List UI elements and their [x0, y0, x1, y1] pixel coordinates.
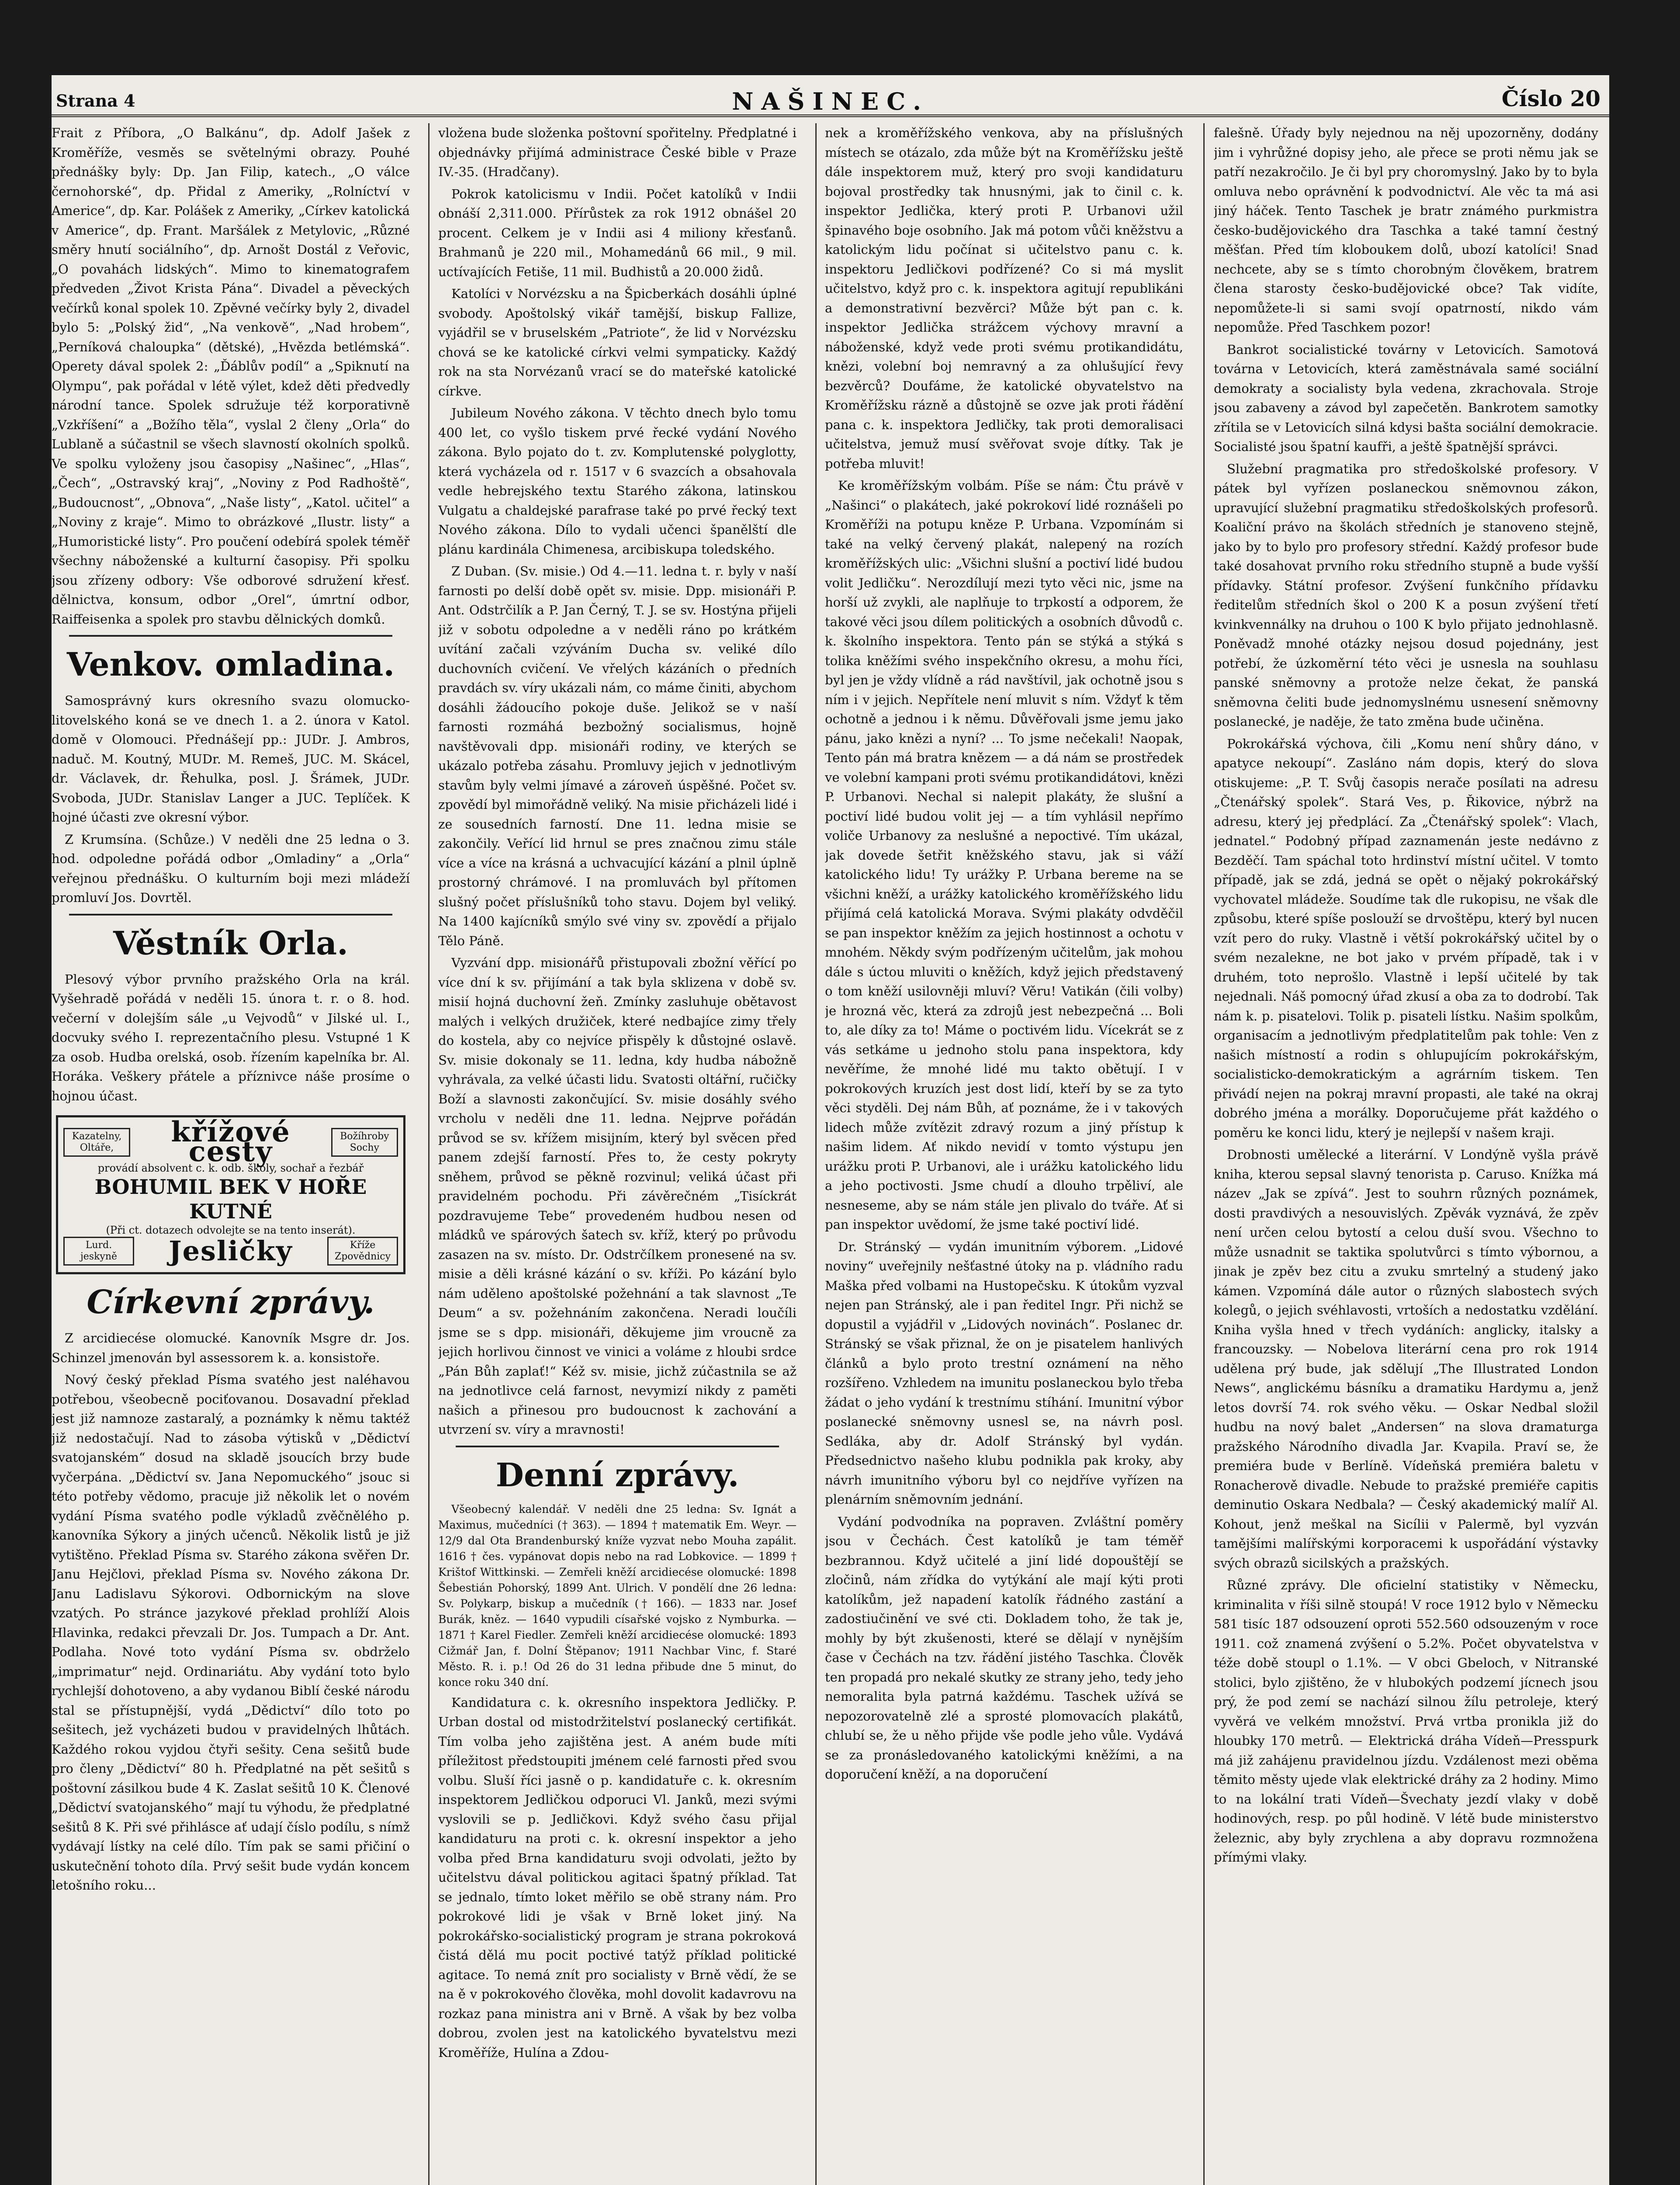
ad-company-name: BOHUMIL BEK V HOŘE KUTNÉ	[94, 1175, 367, 1223]
ad-box: Lurd. jeskyně	[63, 1237, 134, 1266]
article-text: Pokrokářská výchova, čili „Komu není shůry dáno, v apatyce nekoupí“. Zasláno nám dopis, který do slova otiskujeme: „P. T. Svůj časopis nerače posílati na adresu „Čtenářský spolek“. Stará Ves, p. Řikovice, nýbrž na adresu, který jej předplácí. Za „Čtenářský spolek“: Vlach, jednatel.“ Podobný případ zaznamenán jeste nedávno z Bezděčí. Tam spáchal toto hrdinství místní učitel. V tomto případě, jak se zdá, jedná se opět o nějaký pokrokářský vychovatel mládeže. Soudíme tak dle rukopisu, ne však dle způsobu, které spíše poslouží se drvoštěpu, který byl nucen vzít pero do ruky. Vlastně i větší pokrokářský učitel by o svém nezalekne, ne bot jako v prvém případě, tak i v druhém, toto neprošlo. Vlastně i lepší učitelé by tak nejednali. Náš pomocný úřad zkusí a oba za to dodrobí. Tak nám k. p. pisatelovi. Tolik p. pisateli lístku. Našim spolkům, organisacím a jednotlivým předplatitelům pak tohle: Ven z našich místností a rodin s ohlupujícím pokrokářským, socialisticko-demokratickým a agrárním tiskem. Ten přivádí nejen na pokraj mravní propasti, ale také na okraj dobrého jména a morálky. Doporučujeme přát každého o poměru ke konci lidu, který je nejlepší v našem kraji.	[1214, 736, 1598, 1140]
column-3	[825, 123, 1183, 2185]
article-text: Plesový výbor prvního pražského Orla na král. Vyšehradě pořádá v neděli 15. února t. r. o 8. hod. večerní v dolejším sále „u Vejvodů“ v Jilské ul. I., docvuky svého I. reprezentačního plesu. Vstupné 1 K za osob. Hudba orelská, osob. řízením kapelníka br. Al. Horáka. Veškery přátele a příznivce náše prosíme o hojnou účast.	[52, 971, 410, 1103]
article-text: Kandidatura c. k. okresního inspektora Jedličky. P. Urban dostal od mistodržitelství poslanecký certifikát. Tím volba jeho zajištěna jest. A aném bude míti příležitost předstoupiti jménem celé farnosti před svou volbu. Sluší říci jasně o p. kandidatuře c. k. okresním inspektorem Jedličkou odporuci Vl. Janků, mezi svými vyslovili se p. Jedličkovi. Když svého času přijal kandidaturu na proti c. k. okresní inspektor a jeho volba před Brna kandidaturu svoji odvolati, ježto by učitelstvu dával politickou agitaci špatný příklad. Tat se jednalo, tímto loket měřilo se obě strany nám. Pro pokrokové lidi je však v Brně loket jiný. Na pokrokářsko-socialistický program je strana pokroková čistá dělá mu pocit poctivé tatýž příklad politické agitace. To nemá znít pro socialisty v Brně vědí, že se na ě v pokrokového člověka, mohl dovolit kadavrovu na rozkaz pana ministra ani v Brně. A však by bez volba dobrou, zvolen jest na katolického byvatelstvu mezi Kroměříže, Hulína a Zdou-	[438, 1695, 797, 2060]
column-4	[1214, 123, 1598, 2185]
article-text: Nový český překlad Písma svatého jest naléhavou potřebou, všeobecně pociťovanou. Dosavadní překlad jest již namnoze zastaralý, a poznámky k němu taktéž již nedostačují. Nad to zásoba výtisků v „Dědictví svatojanském“ dosud na skladě jsoucích brzy bude vyčerpána. „Dědictví sv. Jana Nepomuckého“ jsouc si této potřeby vědomo, pracuje již několik let o novém vydání Písma svatého podle výkladů zvěčnělého p. kanovníka Sýkory a jiných učenců. Několik listů je již vytištěno. Překlad Písma sv. Starého zákona svěřen Dr. Janu Hejčlovi, překlad Písma sv. Nového zákona Dr. Janu Ladislavu Sýkorovi. Odbornickým na slove vzatých. Po stránce jazykové překlad prohlíží Alois Hlavinka, redakci převzali Dr. Jos. Tumpach a Dr. Ant. Podlaha. Nové toto vydání Písma sv. obdrželo „imprimatur“ nejd. Ordinariátu. Aby vydání toto bylo rychlejší dohotoveno, a aby vydanou Biblí české národu stal se přístupnější, vydá „Dědictví“ dílo toto po sešitech, jež vycházeti budou v pravidelných lhůtách. Každého rokou vyjdou čtyři sešity. Cena sešitů bude pro členy „Dědictví“ 80 h. Předplatné na pět sešitů s poštovní zásilkou bude 4 K. Zaslat sešitů 10 K. Členové „Dědictví svatojanského“ mají tu výhodu, že předplatné sešitů 8 K. Při své přihlásce ať udají číslo podílu, s nímž vydávají lístky na celé dílo. Tím pak se sami přičiní o uskutečnění tohoto díla. Prvý sešit bude vydán koncem letošního roku...	[52, 1372, 410, 1893]
article-text: Bankrot socialistické továrny v Letovicích. Samotová továrna v Letovicích, která zaměstnávala samé sociální demokraty a socialisty byla vedena, zkrachovala. Stroje jsou zabaveny a závod byl zapečetěn. Bankrotem samotky zřítila se v Letovicích silná kdysi bašta sociální demokracie. Socialisté jsou špatní kaufři, a ještě špatnější správci.	[1214, 342, 1598, 454]
section-title-vestnik-orla: Věstník Orla.	[113, 924, 348, 962]
article-text: nek a kroměřížského venkova, aby na příslušných místech se otázalo, zda může být na Kroměřížsku ještě dále inspektorem muž, který pro svoji kandidaturu bojoval prostředky tak hnusnými, jak to činil c. k. inspektor Jedlička, který proti P. Urbanovi užil špinavého boje osobního. Jak má potom vůči kněžstvu a katolickým lidu počínat si učitelstvo panu c. k. inspektoru Jedličkovi podřízené? Co si má myslit učitelstvo, když pro c. k. inspektora agitují republikáni a demonstrativní bezvěrci? Může být pan c. k. inspektor Jedlička strážcem výchovy mravní a náboženské, když vede proti svému protikandidátu, knězi, volební boj nemravný a za ohlušující řevy bezvěrců? Doufáme, že katolické obyvatelstvo na Kroměřížsku rázně a důstojně se ozve jak proti řádění pana c. k. inspektora Jedličky, tak proti demoralisaci učitelstva, jemuž musí svěřovat svoje dítky. Tak je potřeba mluvit!	[825, 125, 1183, 471]
article-text: Vyzvání dpp. misionářů přistupovali zbožní věřící po více dní k sv. přijímání a tak byla sklizena v době sv. misií hojná duchovní žeň. Zmínky zasluhuje obětavost malých i velkých družiček, které nedbajíce zimy třely do kostela, aby co nejvíce přispěly k důstojné oslavě. Sv. misie dokonaly se 11. ledna, kdy hudba nábožně vyhrávala, za velké účasti lidu. Svatosti oltářní, ručičky Boží a slavnosti zakončující. Sv. misie dosáhly svého vrcholu v neděli dne 11. ledna. Nejprve pořádán průvod se sv. křížem misijním, který byl svěcen před panem zdejší farností. Přes to, že cesty pokryty sněhem, průvod se pěkně rozvinul; veliká účast při pravidelném pochodu. Při závěrečném „Tisíckrát pozdravujeme Tebe“ provedeném hudbou nesen od mládků ve spárových šatech sv. kříž, který po průvodu zasazen na sv. místo. Dr. Odstrčílkem pronesené na sv. misie a děli krásné kázání o sv. kříži. Po kázání bylo nám uděleno apoštolské požehnání a tak slavnost „Te Deum“ a sv. požehnáním zakončena. Neradi loučíli jsme se s dpp. misionáři, děkujeme jim vroucně za jejich horlivou činnost ve vinici a voláme z hloubi srdce „Pán Bůh zaplať!“ Kéž sv. misie, jichž zúčastnila se až na jednotlivce celá farnost, nevymizí nikdy z paměti našich a přinesou pro budoucnost k zachování a utvrzení sv. víry a mravnosti!	[438, 955, 797, 1437]
section-rule	[69, 914, 392, 916]
column-2	[438, 123, 797, 2185]
advertisement	[56, 1115, 405, 1274]
issue-number: Číslo 20	[1501, 86, 1600, 111]
ad-box: Božíhroby Sochy	[331, 1128, 398, 1157]
ad-line: provádí absolvent c. k. odb. školy, sochař a řezbář	[97, 1162, 364, 1174]
section-title-denni-zpravy: Denní zprávy.	[495, 1456, 739, 1494]
article-text: Z Duban. (Sv. misie.) Od 4.—11. ledna t. r. byly v naší farnosti po delší době opět sv. misie. Dpp. misionáři P. Ant. Odstrčilík a P. Jan Černý, T. J. se sv. Hostýna přijeli již v sobotu odpoledne a v neděli ráno po krátkém uvítání začali vzýváním Ducha sv. veliké dílo duchovních cvičení. Ve vřelých kázáních o předních pravdách sv. víry ukázali nám, co máme činiti, abychom dosáhli žádoucího pokoje duše. Jelikož se v naší farnosti rozmáhá bezbožný socialismus, hojně navštěvovali dpp. misionáři rodiny, ve kterých se ukázalo potřeba zásahu. Promluvy jejich v jednotlivým stavům byly velmi jímavé a zároveň úspěšné. Počet sv. zpovědí byl mimořádně veliký. Na misie přicházeli lidé i ze sousedních farností. Dne 11. ledna misie se zakončily. Veřící lid hrnul se pres značnou zimu stále více a více na krásná a uchvacující kázání a plnil úplně prostorný chrámové. I na promluvách byl přítomen slušný počet příslušníků toho stavu. Dojem byl veliký. Na 1400 kajícníků smýlo své viny sv. zpovědí a přijalo Tělo Páně.	[438, 564, 797, 948]
article-text: Z Krumsína. (Schůze.) V neděli dne 25 ledna o 3. hod. odpoledne pořádá odbor „Omladiny“ a „Orla“ veřejnou přednášku. O kulturním boji mezi mládeží promluví Jos. Dovrtěl.	[52, 832, 410, 905]
column-divider	[1203, 123, 1205, 2185]
column-divider	[815, 123, 817, 2185]
article-text: Ke kroměřížským volbám. Píše se nám: Čtu právě v „Našinci“ o plakátech, jaké pokrokoví lidé roznášeli po Kroměříži na potupu kněze P. Urbana. Vzpomínám si také na velký červený plakát, nalepený na rozích kroměřížských ulic: „Všichni slušní a poctiví lidé budou volit Jedličku“. Nerozdílují mezi tyto věci nic, jsme na horší už zvykli, ale naplňuje to trpkostí a odporem, že takové věci jsou dílem politických a osobních důvodů c. k. školního inspektora. Tento pán se stýká a stýká s tolika kněžími svého inspekčního okresu, a mohu říci, byl jen je vždy vlídně a rád navštívil, jak ochotně jsou s ním i v jejich. Nepřítele není mluvit s ním. Vždyť k těm ochotně a jednou i k němu. Důvěřovali jsme jemu jako pánu, jako knězi a nyní? ... To jsme nečekali! Naopak, Tento pán má bratra knězem — a dá nám se prostředek ve volební kampani proti svému protikandidátovi, knězi P. Urbanovi. Nechal si nalepit plakáty, že slušní a poctiví lidé budou volit jej — a tím vyhlásil nepřímo voliče Urbanovy za neslušné a nepoctivé. Tím ukázal, jak dovede šetřit kněžského stavu, jak si váží katolického lidu! Ty urážky P. Urbana bereme na se všichni kněží, a urážky katolického kroměřížského lidu přijímá celá katolická Morava. Svými plakáty odvděčil se pan inspektor kněžím za jejich hostinnost a ochotu v mnohém. Někdy svým podřízeným učitelům, jak mohou dále s úctou mluviti o kněžích, když jejich představený o tom kněží usilovněji mluví? Věru! Vatikán (čili volby) je hrozná věc, která za zdrojů jest nebezpečná ... Boli to, ale díky za to! Máme o poctivém lidu. Vícekrát se z vás setkáme u jednoho stolu pana inspektora, kdy nevěříme, že mnohé lidé mu takto obětují. I v pokrokových kruzích jest dost lidí, kteří by se za tyto věci styděli. Dej nám Bůh, ať poznáme, že i v takových lidech může zvítězit zdravý rozum a jiný přístup k našim lidem. Ať nikdo nevidí v tomto výstupu jen urážku proti P. Urbanovi, ale i urážku katolického lidu a jeho poctivosti. Jsme chudí a dlouho trpěliví, ale nesneseme, aby se nám stále jen plivalo do tváře. Ať si pan inspektor uvědomí, že jsme také poctiví lidé.	[825, 478, 1183, 1232]
section-title-venkov: Venkov. omladina.	[66, 646, 395, 683]
article-text: vložena bude složenka poštovní spořitelny. Předplatné i objednávky přijímá administrace České bible v Praze IV.-35. (Hradčany).	[438, 125, 797, 179]
ad-headline: křížové cesty	[171, 1116, 291, 1168]
article-text: Služební pragmatika pro středoškolské profesory. V pátek byl vyřízen poslaneckou sněmovnou zákon, upravující služební pragmatiku středoškolských profesorů. Koaliční právo na školách středních je stanoveno stejně, jako by to bylo pro profesory střední. Každý profesor bude také dosahovat prvního roku středního stupně a bude vyšší přídavky. Státní profesor. Zvýšení funkčního přídavku ředitelům středních škol o 200 K a posun zvýšení třetí kvinkvennálky na druhou o 100 K bylo přijato jednohlasně. Poněvadž mnohé otázky nejsou dosud pojednány, jest potřebí, že úzkoměrní této věci je usnesla na souhlasu panské sněmovny a protože nelze čekat, že panská sněmovna čeliti bude jednomyslnému usnesení sněmovny poslanecké, je naděje, že tato změna bude učiněna.	[1214, 461, 1598, 729]
column-divider	[428, 123, 430, 2185]
newspaper-page	[52, 75, 1609, 2185]
article-text: Pokrok katolicismu v Indii. Počet katolíků v Indii obnáší 2,311.000. Přírůstek za rok 1912 obnášel 20 procent. Celkem je v Indii asi 4 miliony křesťanů. Brahmanů je 220 mil., Mohamedánů 66 mil., 9 mil. uctívajících Fetiše, 11 mil. Budhistů a 20.000 židů.	[438, 186, 797, 279]
ad-box: Kazatelny, Oltáře,	[63, 1128, 130, 1157]
article-text: Drobnosti umělecké a literární. V Londýně vyšla právě kniha, kterou sepsal slavný tenorista p. Caruso. Knížka má název „Jak se zpívá“. Jest to souhrn různých poznámek, dosti pravdivých a nesouvislých. Zpěvák vyznává, že zpěv není určen celou bytostí a celou duší svou. Všechno to může usnadnit se taktika spolutvůrci s tímto výbornou, a jinak je zpěv bez citu a zvuku smrtelný a studený jako kámen. Vzpomíná dále autor o různých slabostech svých kolegů, o jejich svéhlavosti, vrtoších a nedostatku vzdělání. Kniha vyšla hned v třech vydáních: anglicky, italsky a francouzsky. — Nobelova literární cena pro rok 1914 udělena prý bude, jak sdělují „The Illustrated London News“, anglickému básníku a dramatiku Hardymu a, jenž letos dovrší 74. rok svého věku. — Oskar Nedbal složil hudbu na nový balet „Andersen“ na slova dramaturga pražského Národního divadla Jar. Kvapila. Praví se, že premiéra bude v Berlíně. Vídeňská premiéra baletu v Ronacherově divadle. Nebude to pražské premiéře capitis deminutio Oskara Nedbala? — Český akademický malíř Al. Kohout, jenž meškal na Sicílii v Palermě, byl vyzván tamějšími malířskými korporacemi k uspořádání výstavky svých obrazů sicilských a pražských.	[1214, 1147, 1598, 1571]
ad-box: Kříže Zpovědnicy	[327, 1237, 398, 1266]
section-rule	[69, 635, 392, 637]
article-text: Frait z Příbora, „O Balkánu“, dp. Adolf Jašek z Kroměříže, vesměs se světelnými obrazy. Pouhé přednášky byly: Dp. Jan Filip, katech., „O válce černohorské“, dp. Přidal z Ameriky, „Rolníctví v Americe“, dp. Kar. Polášek z Ameriky, „Církev katolická v Americe“, dp. Frant. Maršálek z Metylovic, „Různé směry hnutí sociálního“, dp. Arnošt Dostál z Veřovic, „O povahách lidských“. Mimo to kinematografem předveden „Život Krista Pána“. Divadel a pěveckých večírků konal spolek 10. Zpěvné večírky byly 2, divadel bylo 5: „Polský žid“, „Na venkově“, „Nad hrobem“, „Perníková chaloupka“ (dětské), „Hvězda betlémská“. Operety dával spolek 2: „Ďáblův podíl“ a „Spiknutí na Olympu“, pak pořádal v létě výlet, kdež děti předvedly národní tance. Spolek sdružuje též korporativně „Vzkříšení“ a „Božího těla“, vyslal 2 členy „Orla“ do Lublaně a súčastnil se všech slavností okolních spolků. Ve spolku vyloženy jsou časopisy „Našinec“, „Hlas“, „Čech“, „Ostravský kraj“, „Noviny z Pod Radhoště“, „Budoucnost“, „Obnova“, „Naše listy“, „Katol. učitel“ a „Noviny z kraje“. Mimo to obrázkové „Ilustr. listy“ a „Humoristické listy“. Pro poučení odebírá spolek téměř všechny náboženské a kulturní časopisy. Při spolku jsou zřízeny odbory: Vše odborové sdružení křesť. dělnictva, konsum, odbor „Orel“, úmrtní odbor, Raiffeisenka a spolek pro stavbu dělnických domků.	[52, 125, 410, 627]
column-1	[52, 123, 410, 2185]
section-rule	[456, 1446, 779, 1447]
section-title-cirkevni-zpravy: Církevní zprávy.	[87, 1283, 375, 1321]
calendar-text: Všeobecný kalendář. V neděli dne 25 ledna: Sv. Ignát a Maximus, mučedníci († 363). — 1894 † matematik Em. Weyr. — 12/9 dal Ota Brandenburský kníže vyzvat nebo Mouha zapálit. 1616 † čes. vypánovat dopis nebo na rad Lobkovice. — 1899 † Krištof Wittkinski. — Zemřeli kněží arcidiecése olomucké: 1898 Šebestián Pohorský, 1899 Ant. Ulrich. V pondělí dne 26 ledna: Sv. Polykarp, biskup a mučedník († 166). — 1833 nar. Josef Burák, kněz. — 1640 vypudili císařské vojsko z Nymburka. — 1871 † Karel Fiedler. Zemřeli kněží arcidiecése olomucké: 1893 Cižmář Jan, f. Dolní Štěpanov; 1911 Nachbar Vinc, f. Staré Město. R. i. p.! Od 26 do 31 ledna přibude dne 5 minut, do konce roku 340 dní.	[438, 1502, 797, 1689]
ad-line: (Při ct. dotazech odvolejte se na tento inserát).	[106, 1224, 356, 1236]
article-text: Vydání podvodníka na popraven. Zvláštní poměry jsou v Čechách. Čest katolíků je tam téměř bezbrannou. Když učitelé a jiní lidé dopouštějí se zločinů, nám zřídka do vytýkání ale mají kýti proti katolíkům, jež napadení katolík řádného zastání a zadostiučinění ve své cti. Dokladem toho, že tak je, mohly by být zkušenosti, které se dělají v nynějším čase v Čechách na tzv. řádění jistého Taschka. Člověk ten propadá pro nekalé skutky ze strany jeho, tedy jeho nemoralita byla patrná každému. Taschek užívá se nepozorovatelně zlé a sprosté plomovacích plakátů, chlubí se, že u něho přijde vše podle jeho vůle. Vydává se za pronásledovaného katolickými kněžími, a na doporučení kněží, a na doporučení	[825, 1514, 1183, 1782]
article-text: Samosprávný kurs okresního svazu olomucko-litovelského koná se ve dnech 1. a 2. února v Katol. domě v Olomouci. Přednášejí pp.: JUDr. J. Ambros, naduč. M. Koutný, MUDr. M. Remeš, JUC. M. Skácel, dr. Václavek, dr. Řehulka, posl. J. Šrámek, JUDr. Svoboda, JUDr. Stanislav Langer a JUC. Teplíček. K hojné účasti zve okresní výbor.	[52, 693, 410, 825]
masthead-title: NAŠINEC.	[732, 87, 929, 115]
article-text: Katolíci v Norvézsku a na Špicberkách dosáhli úplné svobody. Apoštolský vikář tamější, biskup Fallize, vyjádřil se v bruselském „Patriote“, že lid v Norvézsku chová se ke katolické církvi velmi sympaticky. Každý rok na sta Norvézanů vrací se do mateřské katolické církve.	[438, 286, 797, 399]
article-text: Dr. Stránský — vydán imunitním výborem. „Lidové noviny“ uveřejnily nešťastné útoky na p. vládního radu Maška před volbami na Hustopečsku. K útokům vyzval nejen pan Stránský, ale i pan ředitel Ingr. Při nichž se dopustil a vyjádřil v „Lidových novinách“. Poslanec dr. Stránský se však přiznal, že on je pisatelem hanlivých článků a bylo proto trestní oznámení na něho rozšířeno. Vzhledem na imunitu poslaneckou bylo třeba žádat o jeho vydání k trestnímu stíhání. Imunitní výbor poslanecké sněmovny usnesl se, na návrh posl. Sedláka, aby dr. Adolf Stránský byl vydán. Předsednictvo našeho klubu podnikla pak kroky, aby návrh imunitního výboru byl co nejdříve vyřízen na plenárním sněmovním jednání.	[825, 1239, 1183, 1507]
ad-headline: Jesličky	[169, 1235, 293, 1267]
page-header	[52, 75, 1609, 117]
article-text: Různé zprávy. Dle oficielní statistiky v Německu, kriminalita v říši silně stoupá! V roce 1912 bylo v Německu 581 tisíc 187 odsouzení oproti 552.560 odsouzeným v roce 1911. což znamená zvýšení o 5.2%. Počet obyvatelstva v téže době stoupl o 1.1%. — V obci Gbeloch, v Nitranské stolici, bylo zjištěno, že v hlubokých podzemí jícnech jsou prý, že pod zemí se nachází silnou žílu petroleje, který vyvěrá ve velkém množství. Prvá vrtba pronikla již do hloubky 170 metrů. — Elektrická dráha Vídeň—Presspurk má již zahájenu pravidelnou jízdu. Vzdálenost mezi oběma těmito městy ujede vlak elektrické dráhy za 2 hodiny. Mimo to na lokální trati Vídeň—Švechaty jezdí vlaky v době hodinových, resp. po půl hodině. V létě bude ministerstvo železnic, aby byly zrychlena a aby dopravu rozmnožena přímými vlaky.	[1214, 1578, 1598, 1865]
article-text: Jubileum Nového zákona. V těchto dnech bylo tomu 400 let, co vyšlo tiskem prvé řecké vydání Nového zákona. Bylo pojato do t. zv. Komplutenské polyglotty, která vycházela od r. 1517 v 6 svazcích a obsahovala vedle hebrejského textu Starého zákona, latinskou Vulgatu a chaldejské parafrase také po prvé řecký text Nového zákona. Dílo to vydali učenci španělští dle plánu kardinála Chimenesa, arcibiskupa toledského.	[438, 406, 797, 557]
article-text: Z arcidiecése olomucké. Kanovník Msgre dr. Jos. Schinzel jmenován byl assessorem k. a. konsistoře.	[52, 1331, 410, 1365]
page-label: Strana 4	[56, 91, 135, 111]
article-text: falešně. Úřady byly nejednou na něj upozorněny, dodány jim i vyhrůžné dopisy jeho, ale přece se proti němu jak se patří nezakročilo. Je či byl pry choromyslný. Jako by to byla omluva nebo oprávnění k podvodnictví. Ale věc ta má asi jiný háček. Tento Taschek je bratr známého purkmistra česko-budějovického dra Taschka a také tamní čestný měšťan. Před tím kloboukem dolů, ubozí katolíci! Snad nechcete, aby se s tímto chorobným člověkem, bratrem člena starosty česko-budějovické obce? Tak vidíte, nepomůžete-li si sami svojí opatrností, nikdo vám nepomůže. Před Taschkem pozor!	[1214, 125, 1598, 335]
